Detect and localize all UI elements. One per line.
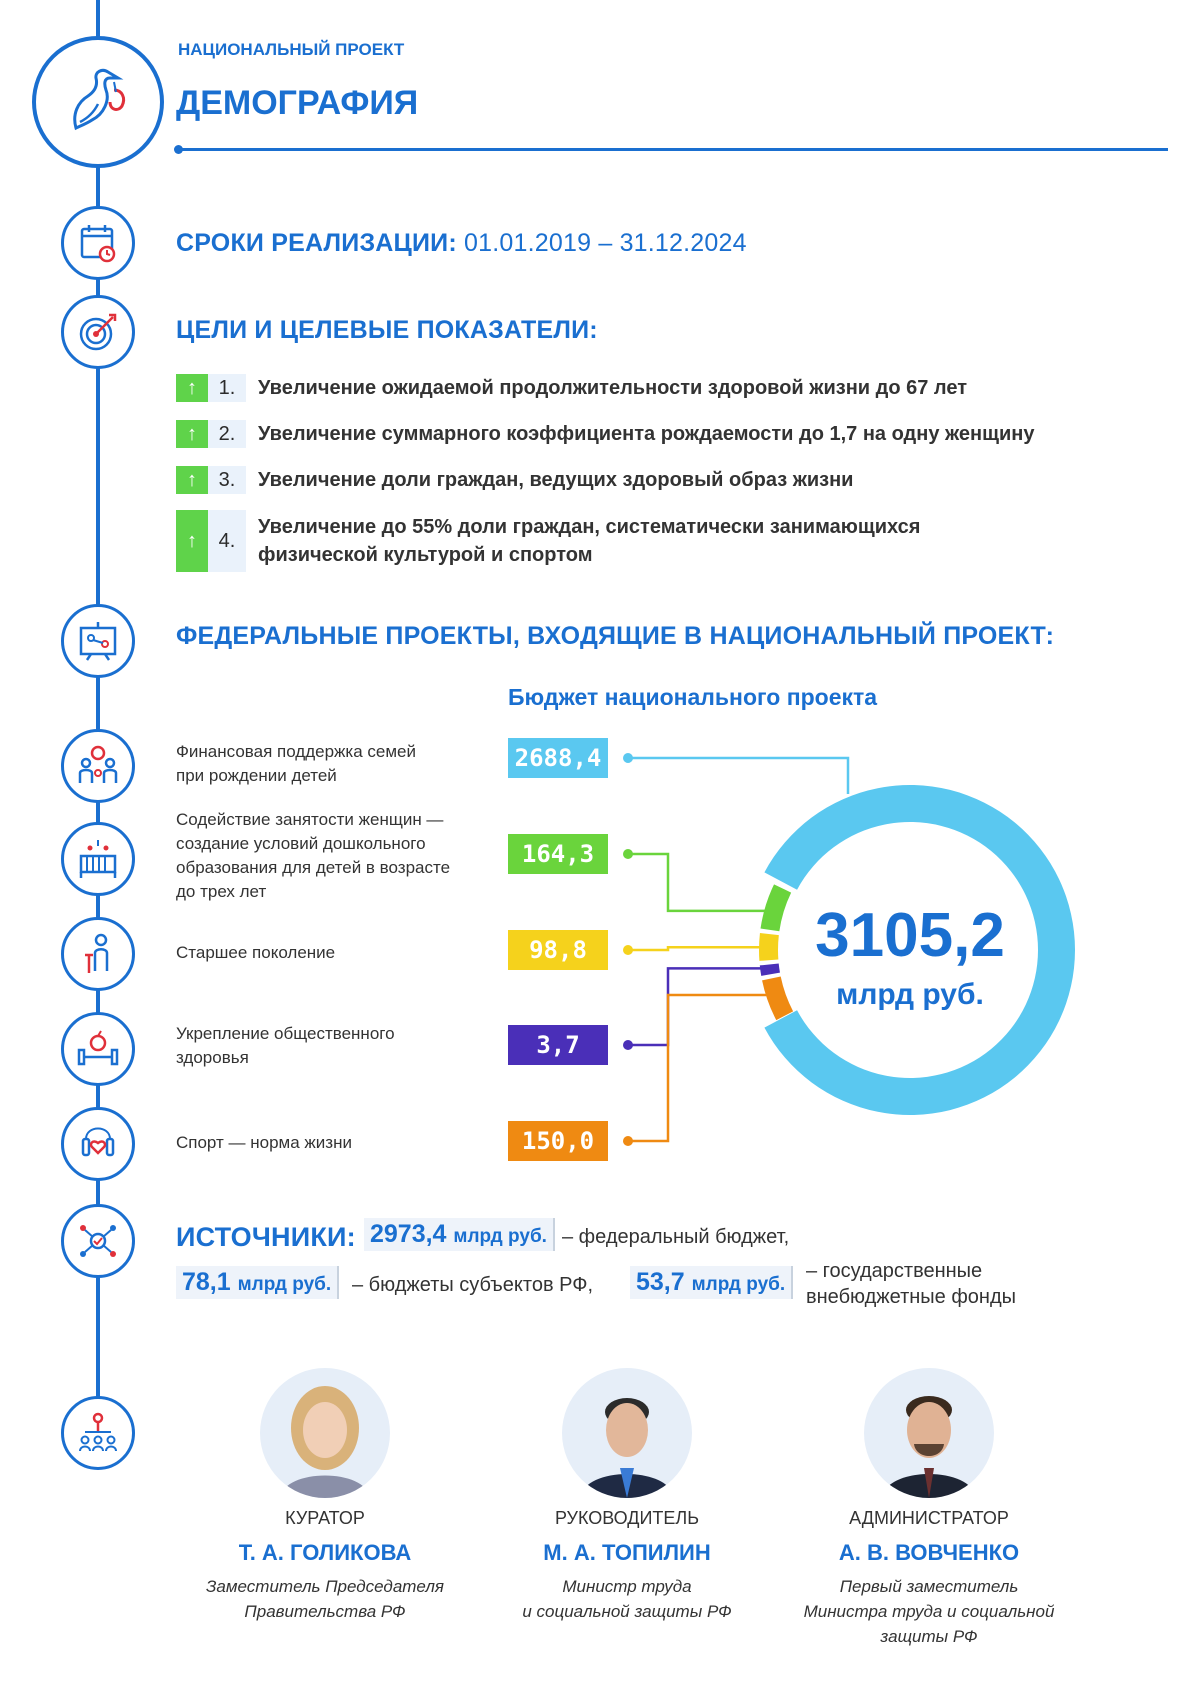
source-federal-value [364,1218,555,1251]
person-name: А. В. ВОВЧЕНКО [838,1540,1020,1565]
source-federal-text: – федеральный бюджет, [562,1226,790,1248]
goal-number: 3. [208,466,246,494]
goal-number: 4. [208,510,246,572]
person-name: М. А. ТОПИЛИН [543,1540,711,1565]
total-value: 3105,2 [815,901,1005,970]
page-title: ДЕМОГРАФИЯ [176,84,419,122]
person-role: РУКОВОДИТЕЛЬ [554,1508,700,1528]
value-number: 78,1 [182,1268,231,1296]
project-label-line: Укрепление общественного [176,1024,395,1043]
source-funds-text [806,1258,1016,1310]
goal-text: Увеличение ожидаемой продолжительности здоровой жизни до 67 лет [258,377,967,399]
project-label-line: Спорт — норма жизни [176,1133,352,1152]
person-description-line: Министра труда и социальной [803,1602,1055,1621]
person-description-line: Правительства РФ [244,1602,406,1621]
source-funds-value [630,1266,793,1299]
person-description [779,1574,1079,1649]
value-number: 53,7 [636,1268,685,1296]
up-arrow-icon: ↑ [176,420,208,448]
project-value-2: 164,3 [508,834,608,874]
connector-2-dot [623,849,633,859]
project-label-line: создание условий дошкольного [176,834,426,853]
project-value-4: 3,7 [508,1025,608,1065]
project-label-line: здоровья [176,1048,249,1067]
project-label-line: образования для детей в возрасте [176,858,451,877]
connector-5-dot [623,1136,633,1146]
up-arrow-icon: ↑ [176,510,208,572]
person-description-line: Заместитель Председателя [206,1577,444,1596]
project-value-3: 98,8 [508,930,608,970]
sources-heading: ИСТОЧНИКИ: [176,1222,356,1252]
project-value-1: 2688,4 [508,738,608,778]
header-subtitle: НАЦИОНАЛЬНЫЙ ПРОЕКТ [178,40,405,59]
project-label-line: до трех лет [176,882,267,901]
avatar [562,1368,692,1498]
goals-heading: ЦЕЛИ И ЦЕЛЕВЫЕ ПОКАЗАТЕЛИ: [176,316,598,344]
budget-title: Бюджет национального проекта [508,684,878,710]
person-silhouette-icon [562,1368,692,1498]
funds-text-line: внебюджетные фонды [806,1286,1017,1308]
avatar [260,1368,390,1498]
person-description [477,1574,777,1624]
connector-2 [628,854,782,911]
connector-4 [628,968,777,1045]
value-unit: млрд руб. [237,1274,332,1295]
goal-text-line-1: Увеличение до 55% доли граждан, систематически занимающихся [258,516,921,538]
value-unit: млрд руб. [453,1226,547,1247]
goal-text: Увеличение суммарного коэффициента рождаемости до 1,7 на одну женщину [258,423,1035,445]
project-label-line: при рождении детей [176,766,337,785]
goal-number: 2. [208,420,246,448]
person-silhouette-icon [864,1368,994,1498]
avatar [864,1368,994,1498]
value-unit: млрд руб. [691,1274,786,1295]
connector-1-dot [623,753,633,763]
goal-text-line-2: физической культурой и спортом [258,544,593,566]
person-role: АДМИНИСТРАТОР [849,1508,1009,1528]
person-silhouette-icon [260,1368,390,1498]
up-arrow-icon: ↑ [176,374,208,402]
total-unit: млрд руб. [836,978,984,1011]
project-label-line: Финансовая поддержка семей [176,742,417,761]
person-description-line: Министр труда [562,1577,692,1596]
project-label-line: Старшее поколение [176,943,336,962]
goal-number: 1. [208,374,246,402]
timeline-value: 01.01.2019 – 31.12.2024 [464,229,747,257]
person-role: КУРАТОР [285,1508,365,1528]
source-regional-value [176,1266,339,1299]
value-number: 2973,4 [370,1220,447,1248]
up-arrow-icon: ↑ [176,466,208,494]
person-description-line: и социальной защиты РФ [522,1602,732,1621]
connector-3 [628,947,776,950]
project-value-5: 150,0 [508,1121,608,1161]
connector-1 [628,758,848,794]
goal-text: Увеличение доли граждан, ведущих здоровый образ жизни [258,469,854,491]
timeline-label: СРОКИ РЕАЛИЗАЦИИ: [176,229,457,257]
connector-4-dot [623,1040,633,1050]
person-description-line: Первый заместитель [839,1577,1019,1596]
project-label-line: Содействие занятости женщин — [176,810,444,829]
person-description-line: защиты РФ [880,1627,978,1646]
source-regional-text: – бюджеты субъектов РФ, [352,1274,594,1296]
connector-5 [628,995,784,1141]
funds-text-line: – государственные [806,1260,983,1282]
person-description [175,1574,475,1624]
connector-3-dot [623,945,633,955]
person-name: Т. А. ГОЛИКОВА [238,1540,412,1565]
federal-heading: ФЕДЕРАЛЬНЫЕ ПРОЕКТЫ, ВХОДЯЩИЕ В НАЦИОНАЛЬНЫЙ ПРОЕКТ: [176,622,1055,650]
